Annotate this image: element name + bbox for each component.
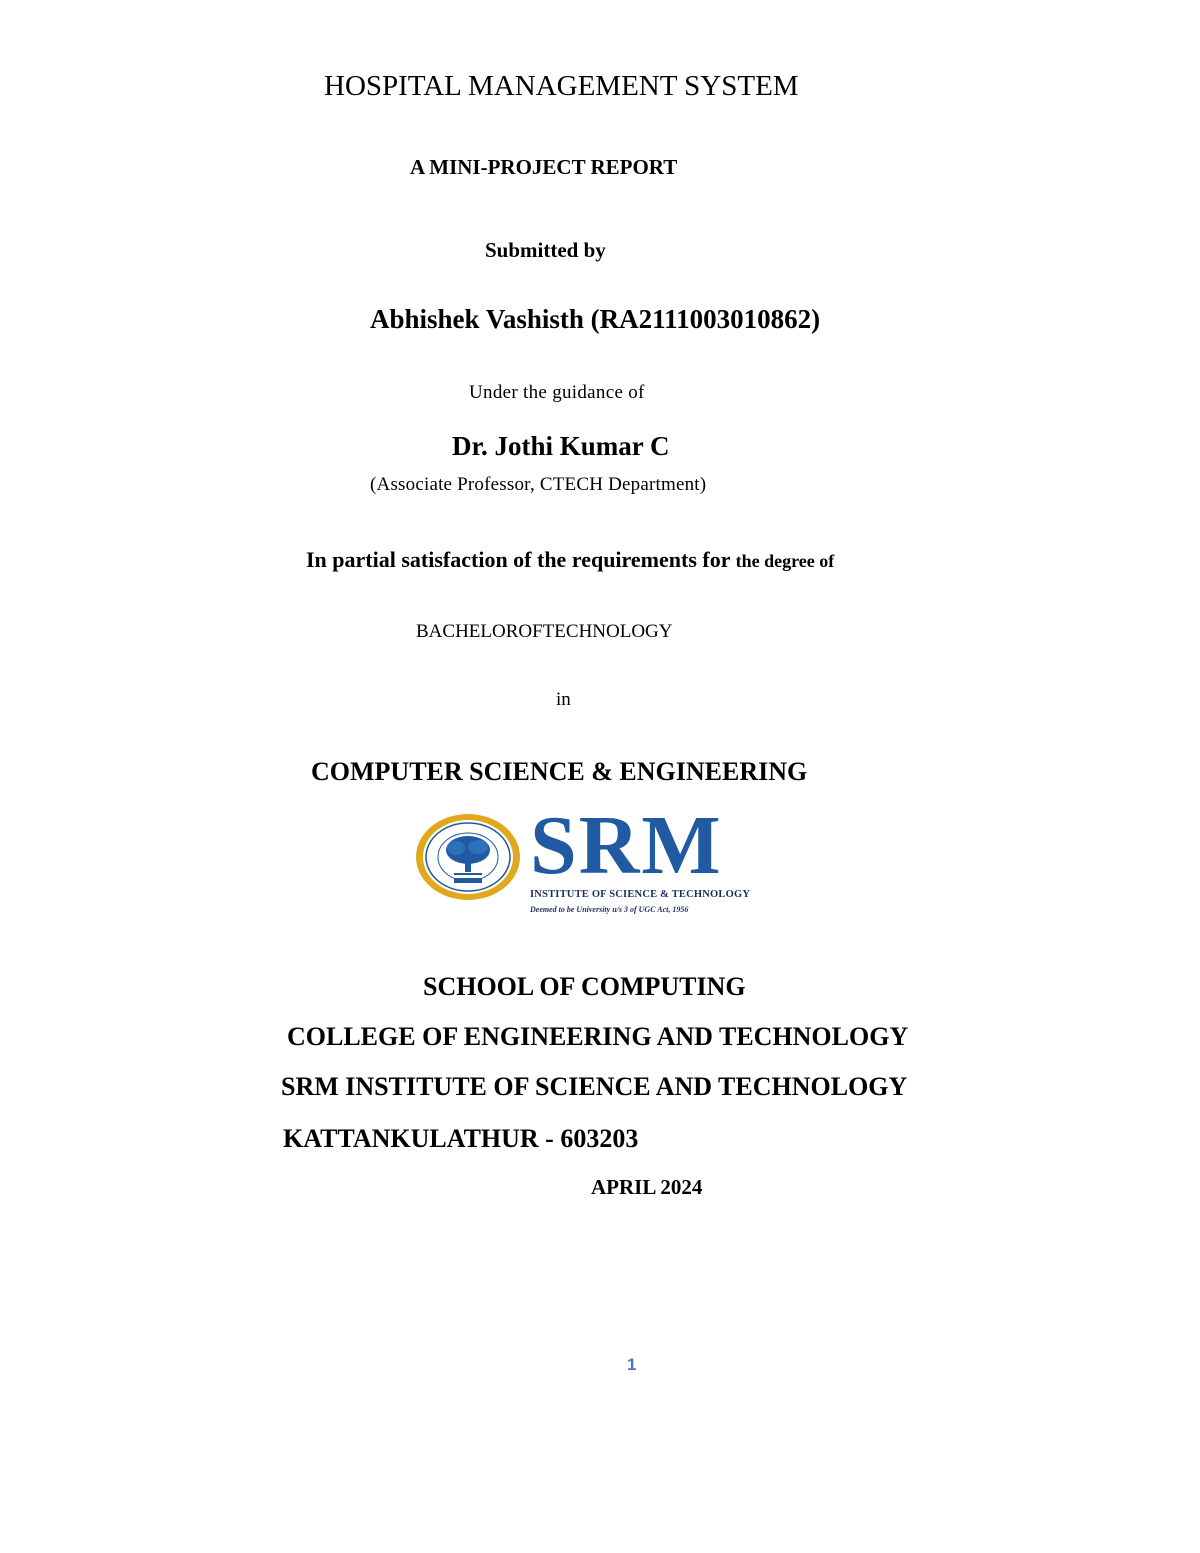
institute-name: SRM INSTITUTE OF SCIENCE AND TECHNOLOGY: [281, 1072, 908, 1101]
guidance-label: Under the guidance of: [469, 382, 645, 403]
srm-wordmark: SRM: [530, 799, 723, 892]
partial-statement-tail: the degree of: [735, 551, 835, 571]
in-connector: in: [556, 689, 571, 710]
report-title: HOSPITAL MANAGEMENT SYSTEM: [324, 70, 799, 102]
report-subtitle: A MINI-PROJECT REPORT: [410, 155, 678, 179]
guide-name: Dr. Jothi Kumar C: [452, 431, 670, 461]
srm-seal-icon: [414, 812, 522, 902]
partial-satisfaction-statement: [306, 549, 834, 571]
logo-tagline: INSTITUTE OF SCIENCE & TECHNOLOGY: [530, 889, 751, 900]
srm-logo: [414, 799, 766, 916]
degree-name: BACHELOROFTECHNOLOGY: [416, 621, 673, 642]
report-date: APRIL 2024: [591, 1175, 703, 1199]
page-number: 1: [627, 1355, 637, 1374]
guide-role: (Associate Professor, CTECH Department): [370, 474, 707, 495]
department-name: COMPUTER SCIENCE & ENGINEERING: [311, 757, 808, 786]
college-name: COLLEGE OF ENGINEERING AND TECHNOLOGY: [287, 1022, 909, 1051]
author-name: Abhishek Vashisth (RA2111003010862): [370, 304, 821, 334]
school-name: SCHOOL OF COMPUTING: [423, 972, 746, 1001]
institute-location: KATTANKULATHUR - 603203: [283, 1124, 639, 1153]
submitted-by-label: Submitted by: [485, 238, 606, 262]
partial-statement-main: In partial satisfaction of the requirements for: [306, 547, 731, 572]
logo-tagline-deemed: Deemed to be University u/s 3 of UGC Act, 1956: [530, 905, 689, 914]
